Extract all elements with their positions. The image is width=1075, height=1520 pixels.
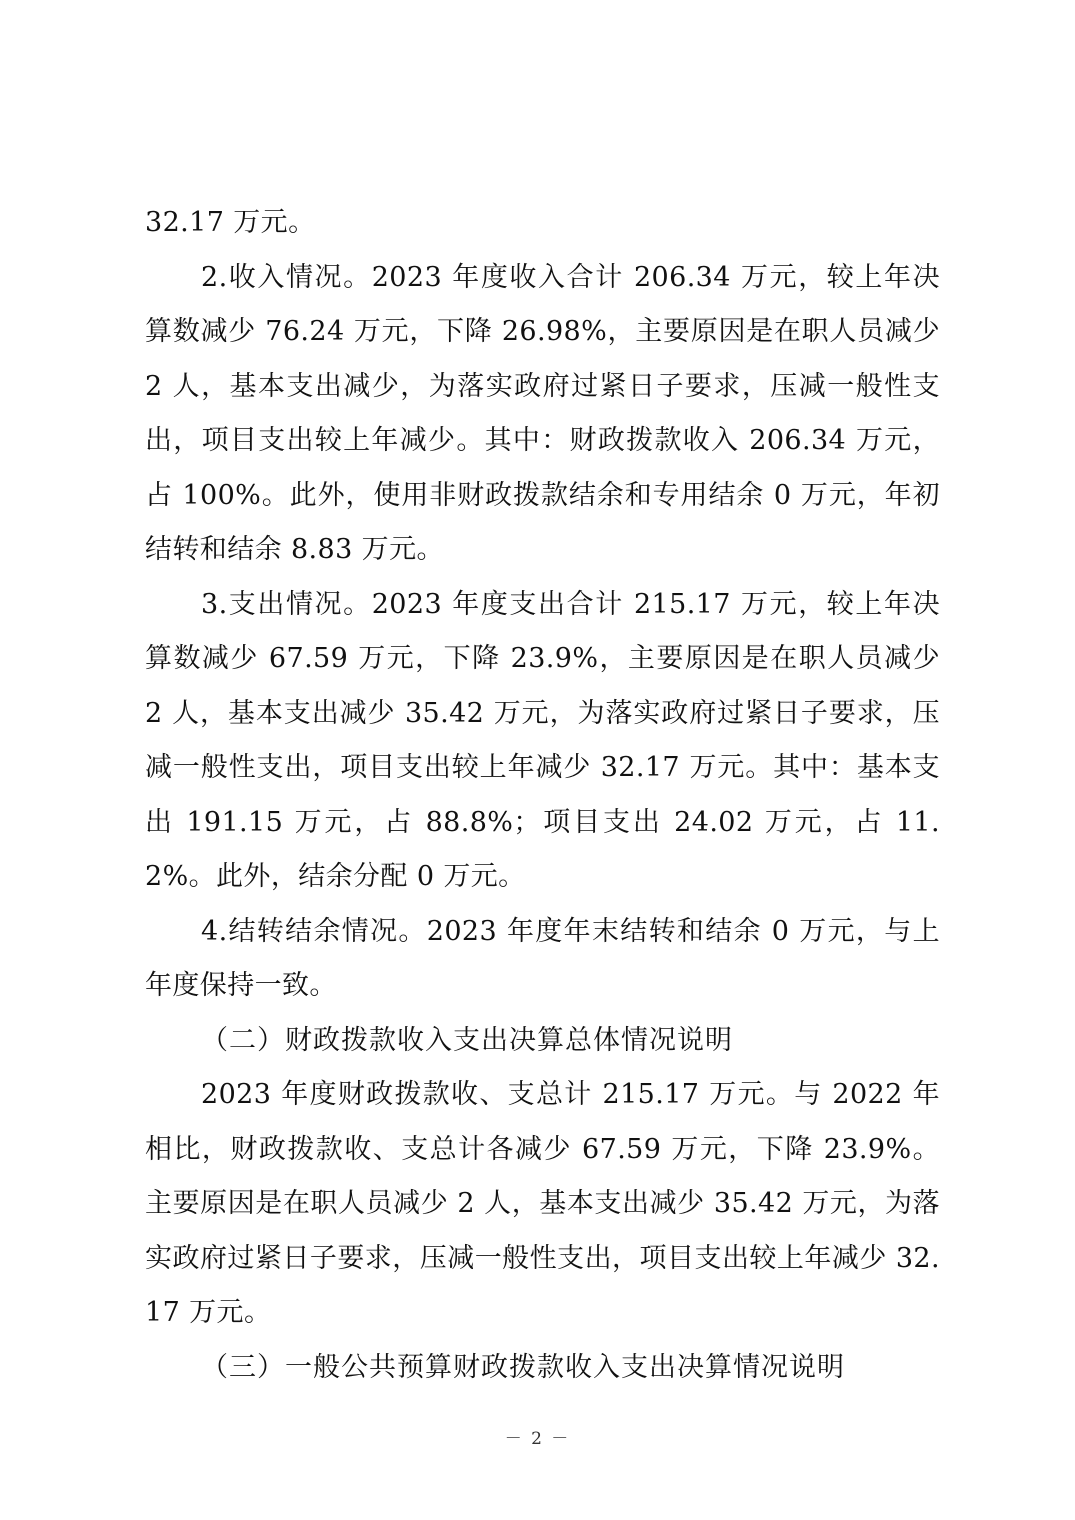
paragraph-expenditure: 3.支出情况。2023 年度支出合计 215.17 万元，较上年决算数减少 67.59 万元，下降 23.9%，主要原因是在职人员减少 2 人，基本支出减少 35.42 万元，为落实政府过紧日子要求，压减一般性支出，项目支出较上年减少 32.17 万元。其中：基本支出 191.15 万元，占 88.8%；项目支出 24.02 万元，占 11.2%。此外，结余分配 0 万元。 — [145, 588, 940, 892]
section-heading-3: （三）一般公共预算财政拨款收入支出决算情况说明 — [201, 1351, 845, 1383]
paragraph-continuation: 32.17 万元。 — [145, 207, 316, 238]
paragraph-fiscal-overview: 2023 年度财政拨款收、支总计 215.17 万元。与 2022 年相比，财政拨款收、支总计各减少 67.59 万元，下降 23.9%。主要原因是在职人员减少 2 人，基本支出减少 35.42 万元，为落实政府过紧日子要求，压减一般性支出，项目支出较上年减少 32.17 万元。 — [145, 1079, 940, 1328]
page-number: － 2 － — [504, 1429, 571, 1449]
paragraph-carryover: 4.结转结余情况。2023 年度年末结转和结余 0 万元，与上年度保持一致。 — [145, 915, 940, 1001]
paragraph-income: 2.收入情况。2023 年度收入合计 206.34 万元，较上年决算数减少 76.24 万元，下降 26.98%，主要原因是在职人员减少 2 人，基本支出减少，为落实政府过紧日子要求，压减一般性支出，项目支出较上年减少。其中：财政拨款收入 206.34 万元，占 100%。此外，使用非财政拨款结余和专用结余 0 万元，年初结转和结余 8.83 万元。 — [145, 261, 940, 565]
section-heading-2: （二）财政拨款收入支出决算总体情况说明 — [201, 1024, 733, 1056]
document-body — [145, 196, 940, 1395]
